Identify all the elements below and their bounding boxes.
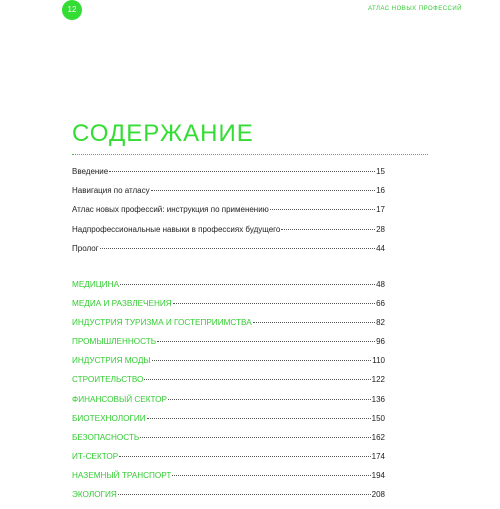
toc-section-entry[interactable] (72, 414, 385, 433)
dot-leader (281, 229, 375, 230)
toc-section-page: 136 (371, 394, 385, 404)
toc-section-label: БИОТЕХНОЛОГИИ (72, 413, 146, 423)
toc-section-entry[interactable] (72, 280, 385, 299)
dot-leader (151, 190, 375, 191)
toc-section-label: ИТ-СЕКТОР (72, 451, 119, 461)
toc-section-entry[interactable] (72, 433, 385, 452)
toc-section-page: 194 (371, 470, 385, 480)
toc-entry-page: 17 (376, 205, 385, 215)
title-dotted-rule (72, 154, 428, 155)
dot-leader (147, 418, 371, 419)
toc-entry-label: Пролог (72, 243, 99, 253)
toc-entry-label: Атлас новых профессий: инструкция по применению (72, 205, 269, 215)
running-header-title: АТЛАС НОВЫХ ПРОФЕССИЙ (367, 6, 462, 12)
toc-section-label: ИНДУСТРИЯ ТУРИЗМА И ГОСТЕПРИИМСТВА (72, 318, 252, 328)
toc-section-entry[interactable] (72, 395, 385, 414)
dot-leader (172, 475, 370, 476)
toc-section-entry[interactable] (72, 452, 385, 471)
toc-entry[interactable] (72, 186, 385, 205)
toc-entry-page: 44 (376, 243, 385, 253)
toc-section-page: 66 (376, 299, 385, 309)
toc-section-label: НАЗЕМНЫЙ ТРАНСПОРТ (72, 470, 172, 480)
toc-section-label: МЕДИЦИНА (72, 280, 120, 289)
toc-section-page: 174 (371, 451, 385, 461)
dot-leader (157, 341, 375, 342)
toc-entry-label: Навигация по атласу (72, 186, 150, 196)
toc-section-entry[interactable] (72, 318, 385, 337)
toc-section-label: ИНДУСТРИЯ МОДЫ (72, 356, 151, 366)
dot-leader (109, 171, 375, 172)
toc-section-page: 162 (371, 432, 385, 442)
dot-leader (253, 322, 375, 323)
dot-leader (140, 437, 370, 438)
toc-entry[interactable] (72, 205, 385, 224)
toc-section-entry[interactable] (72, 471, 385, 490)
toc-section-page: 96 (376, 337, 385, 347)
dot-leader (118, 494, 371, 495)
dot-leader (152, 360, 372, 361)
toc-entry-page: 28 (376, 224, 385, 234)
toc-entry[interactable] (72, 167, 385, 186)
dot-leader (270, 209, 375, 210)
toc-section-entry[interactable] (72, 299, 385, 318)
intro-toc-list (72, 167, 385, 263)
dot-leader (173, 303, 375, 304)
toc-entry-page: 15 (376, 167, 385, 176)
toc-section-page: 48 (376, 280, 385, 289)
toc-entry-page: 16 (376, 186, 385, 196)
dot-leader (144, 379, 370, 380)
sections-toc-list (72, 280, 385, 509)
toc-section-entry[interactable] (72, 375, 385, 394)
dot-leader (168, 399, 371, 400)
toc-section-entry[interactable] (72, 356, 385, 375)
toc-section-label: БЕЗОПАСНОСТЬ (72, 432, 140, 442)
toc-section-page: 110 (372, 356, 385, 366)
dot-leader (120, 284, 375, 285)
toc-section-label: ЭКОЛОГИЯ (72, 490, 117, 500)
page-number-badge: 12 (62, 0, 82, 20)
toc-section-label: ФИНАНСОВЫЙ СЕКТОР (72, 394, 167, 404)
toc-section-label: МЕДИА И РАЗВЛЕЧЕНИЯ (72, 299, 172, 309)
toc-section-entry[interactable] (72, 337, 385, 356)
toc-section-page: 82 (376, 318, 385, 328)
dot-leader (100, 248, 375, 249)
toc-entry-label: Введение (72, 167, 109, 176)
toc-section-label: ПРОМЫШЛЕННОСТЬ (72, 337, 157, 347)
toc-entry[interactable] (72, 244, 385, 263)
dot-leader (119, 456, 370, 457)
toc-section-page: 122 (371, 375, 385, 385)
toc-section-page: 208 (371, 490, 385, 500)
toc-section-label: СТРОИТЕЛЬСТВО (72, 375, 144, 385)
toc-entry-label: Надпрофессиональные навыки в профессиях будущего (72, 224, 281, 234)
toc-section-page: 150 (371, 413, 385, 423)
page-title: СОДЕРЖАНИЕ (72, 120, 254, 147)
toc-entry[interactable] (72, 225, 385, 244)
